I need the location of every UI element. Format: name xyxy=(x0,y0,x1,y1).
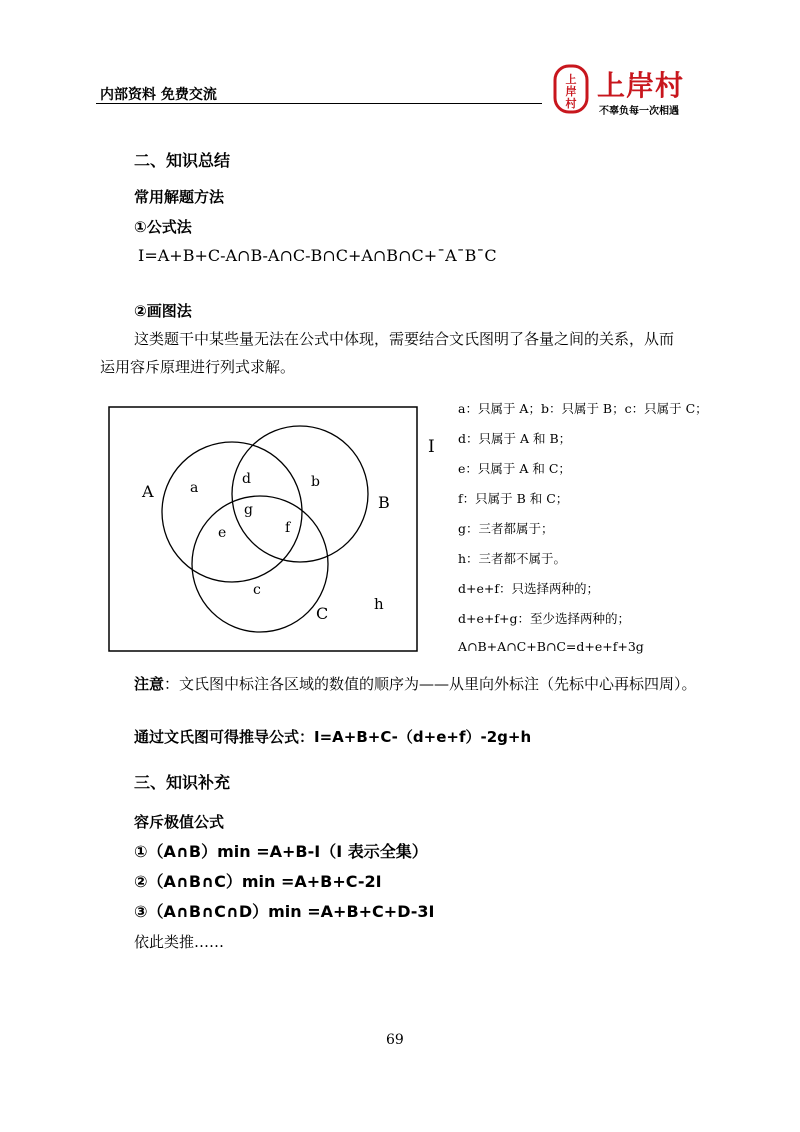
section3-title: 三、知识补充 xyxy=(134,773,231,792)
note-text: ：文氏图中标注各区域的数值的顺序为——从里向外标注（先标中心再标四周）。 xyxy=(164,675,697,693)
header-rule xyxy=(96,103,542,104)
method2-title: ②画图法 xyxy=(134,302,192,320)
circle-a xyxy=(162,442,302,582)
page-number: 69 xyxy=(386,1032,404,1048)
venn-diagram xyxy=(108,406,438,654)
legend-line-2: d：只属于 A 和 B； xyxy=(458,431,572,446)
extremum-formula-2: ②（A∩B∩C）min =A+B+C-2I xyxy=(134,872,382,891)
note-label: 注意 xyxy=(134,675,165,693)
derived-formula: 通过文氏图可得推导公式：I=A+B+C-（d+e+f）-2g+h xyxy=(134,728,532,746)
section2-title: 二、知识总结 xyxy=(134,151,231,170)
set-label-a: A xyxy=(142,482,154,501)
header-left-text: 内部资料 免费交流 xyxy=(100,87,217,103)
note-paragraph xyxy=(134,673,697,694)
brand-logo xyxy=(553,62,713,122)
region-label-a: a xyxy=(190,480,199,496)
region-label-f: f xyxy=(285,520,291,536)
closing-text: 依此类推…… xyxy=(134,933,225,951)
legend-line-9: A∩B+A∩C+B∩C=d+e+f+3g xyxy=(458,639,644,654)
logo-name: 上岸村 xyxy=(597,69,685,102)
logo-slogan: 不辜负每一次相遇 xyxy=(599,106,679,117)
legend-line-7: d+e+f：只选择两种的； xyxy=(458,581,599,596)
legend-line-8: d+e+f+g：至少选择两种的； xyxy=(458,611,630,626)
svg-text:村: 村 xyxy=(565,97,577,110)
extremum-formula-1: ①（A∩B）min =A+B-I（I 表示全集） xyxy=(134,842,428,861)
region-label-d: d xyxy=(242,471,251,487)
region-label-h: h xyxy=(374,595,384,613)
region-label-c: c xyxy=(253,582,261,598)
seal-icon xyxy=(553,64,589,114)
universe-rect xyxy=(109,407,417,651)
formula-inclusion-exclusion: I=A+B+C-A∩B-A∩C-B∩C+A∩B∩C+¯A¯B¯C xyxy=(138,246,497,265)
extremum-formula-3: ③（A∩B∩C∩D）min =A+B+C+D-3I xyxy=(134,902,435,921)
legend-line-3: e：只属于 A 和 C； xyxy=(458,461,571,476)
circle-c xyxy=(192,496,328,632)
legend-line-4: f：只属于 B 和 C； xyxy=(458,491,569,506)
legend-line-1: a：只属于 A；b：只属于 B；c：只属于 C； xyxy=(458,401,708,416)
paragraph-line-1: 这类题干中某些量无法在公式中体现，需要结合文氏图明了各量之间的关系，从而 xyxy=(134,330,675,348)
region-label-g: g xyxy=(244,502,253,518)
region-label-b: b xyxy=(311,474,320,490)
universe-label: I xyxy=(428,437,435,457)
set-label-c: C xyxy=(316,604,329,623)
svg-text:岸: 岸 xyxy=(565,85,577,98)
legend-line-6: h：三者都不属于。 xyxy=(458,551,567,566)
method1-title: ①公式法 xyxy=(134,218,192,236)
paragraph-line-2: 运用容斥原理进行列式求解。 xyxy=(100,358,296,376)
section2-subtitle: 常用解题方法 xyxy=(134,188,225,206)
set-label-b: B xyxy=(378,493,390,512)
legend-line-5: g：三者都属于； xyxy=(458,521,554,536)
svg-text:上: 上 xyxy=(565,73,577,86)
region-label-e: e xyxy=(218,525,227,541)
section3-subtitle: 容斥极值公式 xyxy=(134,813,225,831)
